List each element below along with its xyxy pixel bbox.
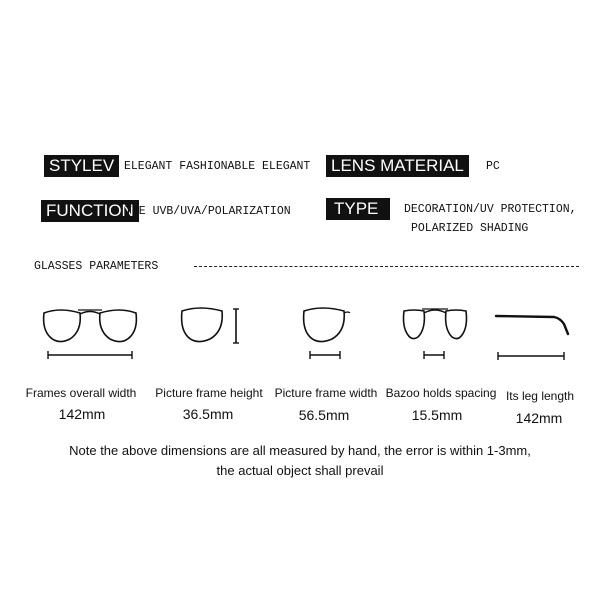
lens-width-icon <box>300 305 360 365</box>
glasses-front-icon <box>40 305 140 367</box>
temple-length-icon <box>494 310 574 362</box>
lens-height-icon <box>178 305 248 353</box>
type-value-line1: DECORATION/UV PROTECTION, <box>404 203 577 216</box>
param-value-overall-width: 142mm <box>58 406 106 422</box>
param-value-bridge-spacing: 15.5mm <box>411 407 463 423</box>
function-value: THE UVB/UVA/POLARIZATION <box>125 205 291 218</box>
heading-divider <box>194 266 579 267</box>
style-value: ELEGANT FASHIONABLE ELEGANT <box>124 160 311 173</box>
function-tag: FUNCTION <box>41 200 139 222</box>
measurement-note-line1: Note the above dimensions are all measured by hand, the error is within 1-3mm, <box>69 443 531 458</box>
measurement-note-line2: the actual object shall prevail <box>216 463 384 478</box>
param-label-frame-height: Picture frame height <box>155 386 263 400</box>
param-label-overall-width: Frames overall width <box>25 386 137 400</box>
parameters-heading: GLASSES PARAMETERS <box>34 260 159 273</box>
lens-material-tag: LENS MATERIAL <box>326 155 469 177</box>
style-tag: STYLEV <box>44 155 119 177</box>
param-value-leg-length: 142mm <box>515 410 563 426</box>
param-label-frame-width: Picture frame width <box>274 386 378 400</box>
param-value-frame-width: 56.5mm <box>298 407 350 423</box>
lens-material-value: PC <box>486 160 500 173</box>
bridge-spacing-icon <box>400 305 470 365</box>
param-label-leg-length: Its leg length <box>505 389 575 403</box>
param-value-frame-height: 36.5mm <box>182 406 234 422</box>
type-tag: TYPE <box>326 198 390 220</box>
param-label-bridge-spacing: Bazoo holds spacing <box>385 386 497 400</box>
type-value-line2: POLARIZED SHADING <box>411 222 529 235</box>
